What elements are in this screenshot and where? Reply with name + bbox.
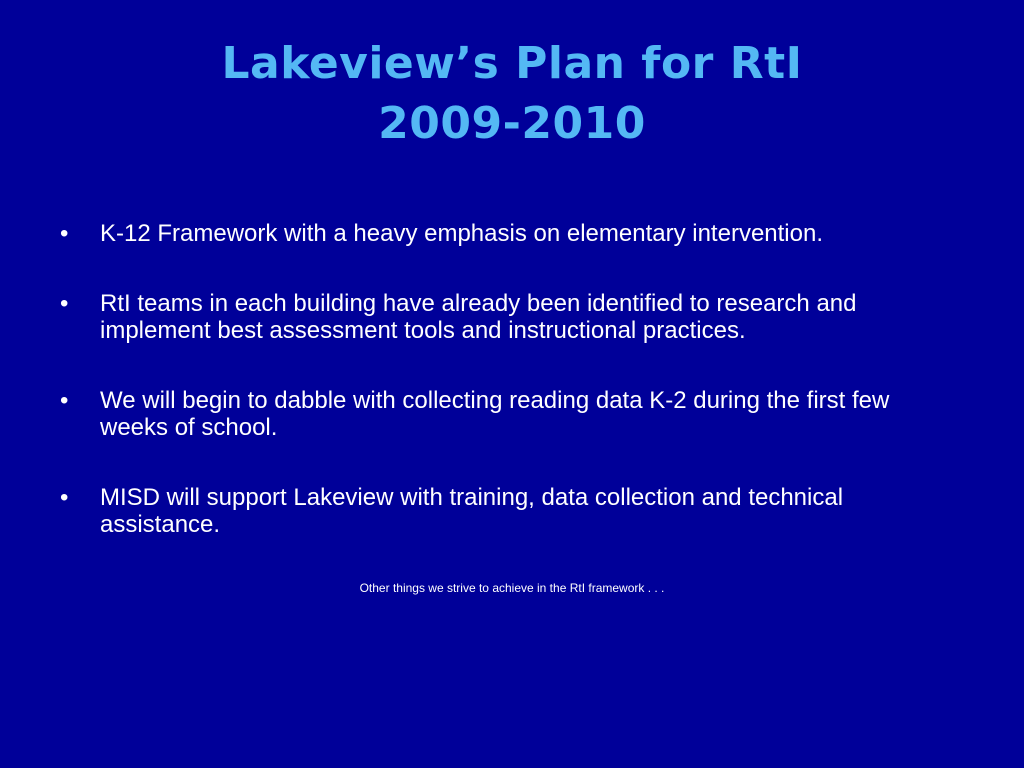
slide-title-line-2: 2009-2010: [378, 98, 646, 149]
bullet-marker: •: [60, 387, 69, 414]
bullet-item: [60, 290, 960, 344]
bullet-item: [60, 220, 960, 247]
bullet-item: [60, 387, 960, 441]
bullet-text: RtI teams in each building have already been identified to research and implement best assessment tools and instructional practices.: [100, 290, 857, 344]
bullet-text: K-12 Framework with a heavy emphasis on elementary intervention.: [100, 220, 823, 247]
bullet-text: We will begin to dabble with collecting reading data K-2 during the first few weeks of school.: [100, 387, 890, 441]
slide-title-line-1: Lakeview’s Plan for RtI: [221, 38, 803, 89]
bullet-item: [60, 484, 960, 538]
bullet-marker: •: [60, 484, 69, 511]
bullet-text: MISD will support Lakeview with training, data collection and technical assistance.: [100, 484, 844, 538]
footer-note: Other things we strive to achieve in the RtI framework . . .: [359, 581, 665, 595]
slide-title: [0, 34, 1024, 154]
bullet-list: [60, 220, 960, 581]
bullet-marker: •: [60, 290, 69, 317]
bullet-marker: •: [60, 220, 69, 247]
